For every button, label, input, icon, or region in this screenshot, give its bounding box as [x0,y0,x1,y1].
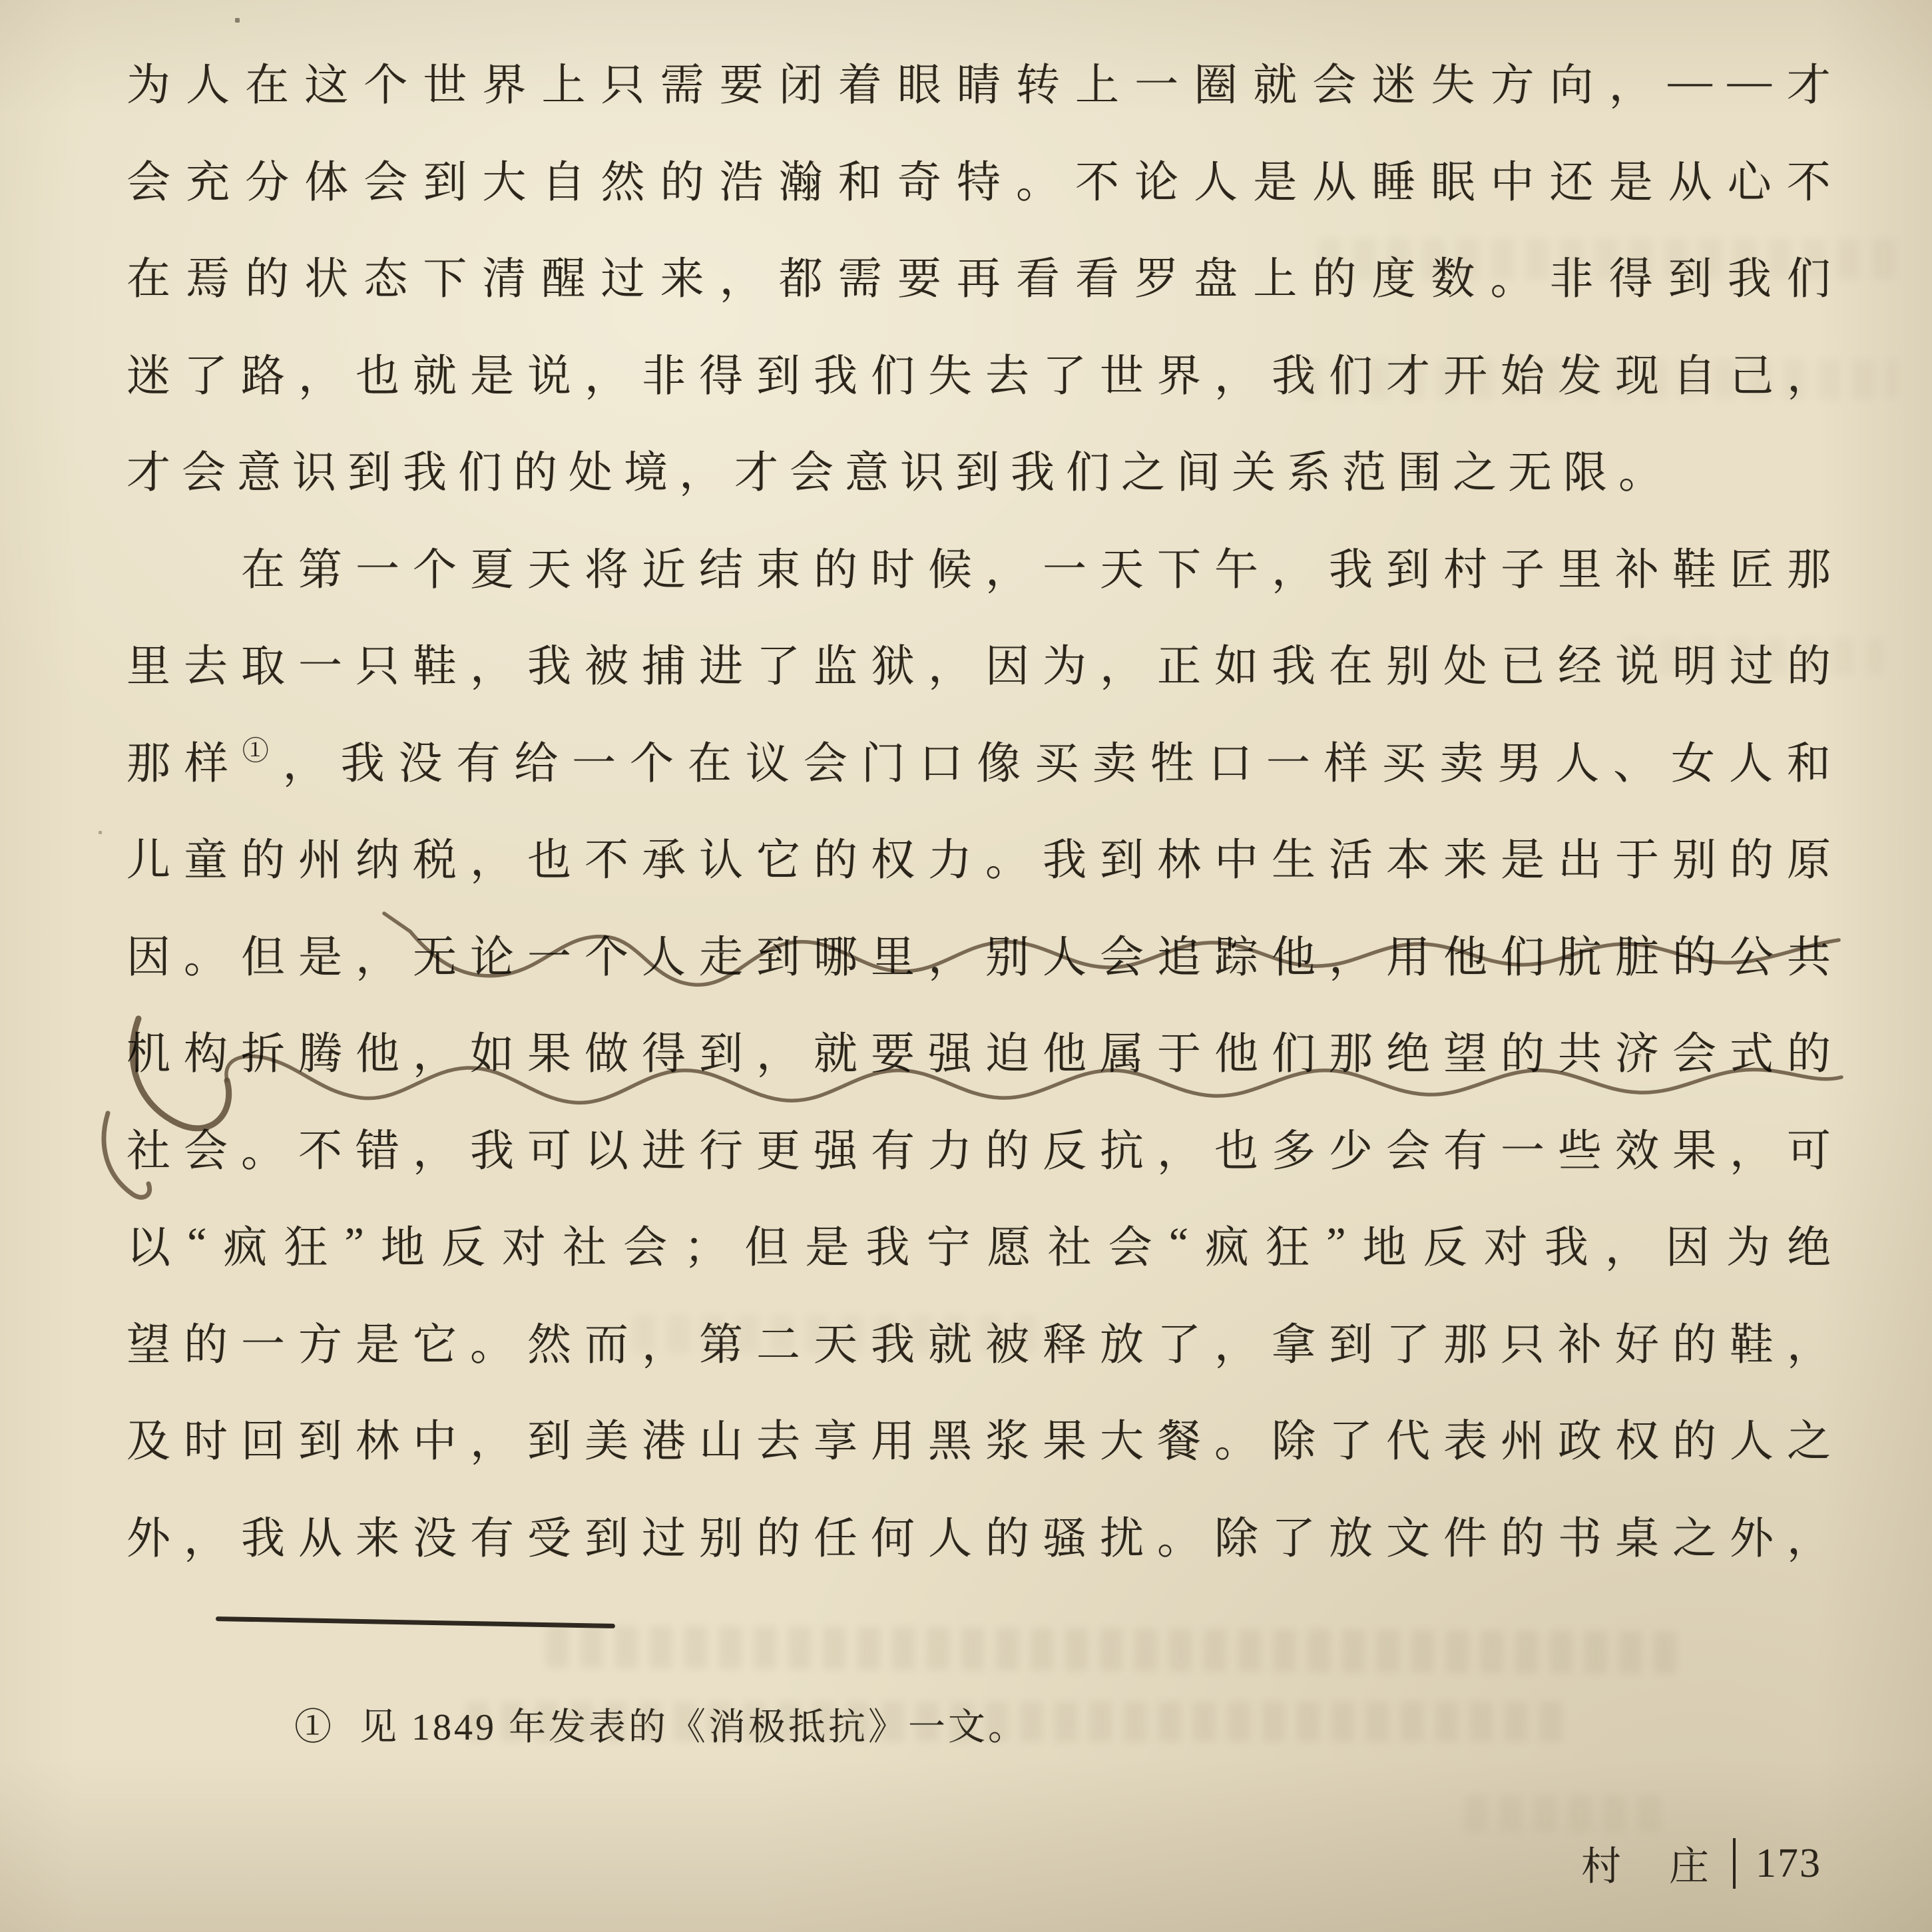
bleed-through-text [546,1626,1678,1674]
text-line: 外 ， 我 从 来 没 有 受 到 过 别 的 任 何 人 的 骚 扰 。 除 了 放 文 件 的 书 桌 之 外 ， [126,1514,1831,1563]
footnote-marker: ① [294,1707,334,1748]
text-line: 以 “ 疯 狂 ” 地 反 对 社 会 ； 但 是 我 宁 愿 社 会 “ 疯 狂 ” 地 反 对 我 ， 因 为 绝 [126,1218,1831,1273]
page-number: 173 [1756,1840,1821,1886]
text-line: 社 会 。 不 错 ， 我 可 以 进 行 更 强 有 力 的 反 抗 ， 也 多 少 会 有 一 些 效 果 ， 可 [126,1126,1831,1176]
text-line: 迷 了 路 ， 也 就 是 说 ， 非 得 到 我 们 失 去 了 世 界 ， 我 们 才 开 始 发 现 自 己 ， [126,352,1831,401]
bleed-through-text [1318,238,1904,280]
text-line-paragraph-end: 才 会 意 识 到 我 们 的 处 境 ， 才 会 意 识 到 我 们 之 间 关 系 范 围 之 无 限 。 [126,449,1662,498]
text-line: 里 去 取 一 只 鞋 ， 我 被 捕 进 了 监 狱 ， 因 为 ， 正 如 我 在 别 处 已 经 说 明 过 的 [126,642,1831,692]
bleed-through-text [466,1702,1571,1742]
footnote-text: 见 1849 年发表的《消极抵抗》一文。 [360,1707,1028,1748]
footer-divider [1733,1838,1736,1889]
text-line: 儿 童 的 州 纳 税 ， 也 不 承 认 它 的 权 力 。 我 到 林 中 生 活 本 来 是 出 于 别 的 原 [126,836,1831,885]
text-line: 为 人 在 这 个 世 界 上 只 需 要 闭 着 眼 睛 转 上 一 圈 就 会 迷 失 方 向 ， — — 才 [126,56,1831,111]
bleed-through-text [1624,638,1884,675]
text-line-pencil-underlined: 因 。 但 是 ， 无 论 一 个 人 走 到 哪 里 ， 别 人 会 追 踪 他 ， 用 他 们 肮 脏 的 公 共 [126,933,1831,982]
text-line-paragraph-start: 在 第 一 个 夏 天 将 近 结 束 的 时 候 ， 一 天 下 午 ， 我 到 村 子 里 补 鞋 匠 那 [241,545,1831,595]
chapter-title: 村 庄 [1581,1845,1713,1889]
bleed-through-text [632,1315,1045,1353]
text-line: 会 充 分 体 会 到 大 自 然 的 浩 瀚 和 奇 特 。 不 论 人 是 从 睡 眠 中 还 是 从 心 不 [126,158,1831,207]
text-line: 望 的 一 方 是 它 。 然 而 ， 第 二 天 我 就 被 释 放 了 ， 拿 到 了 那 只 补 好 的 鞋 ， [126,1320,1831,1369]
text-line: 那 样 ① ， 我 没 有 给 一 个 在 议 会 门 口 像 买 卖 牲 口 一 样 买 卖 男 人 、 女 人 和 [126,735,1831,788]
bleed-through-text [1465,1795,1671,1832]
text-line-pencil-underlined: 机 构 折 腾 他 ， 如 果 做 得 到 ， 就 要 强 迫 他 属 于 他 们 那 绝 望 的 共 济 会 式 的 [126,1030,1831,1079]
text-line: 在 焉 的 状 态 下 清 醒 过 来 ， 都 需 要 再 看 看 罗 盘 上 的 度 数 。 非 得 到 我 们 [126,255,1831,304]
paper-specks [0,0,1,1]
bleed-through-text [1298,360,1897,399]
page-footer [1581,1835,1821,1892]
text-line: 及 时 回 到 林 中 ， 到 美 港 山 去 享 用 黑 浆 果 大 餐 。 除 了 代 表 州 政 权 的 人 之 [126,1417,1831,1467]
